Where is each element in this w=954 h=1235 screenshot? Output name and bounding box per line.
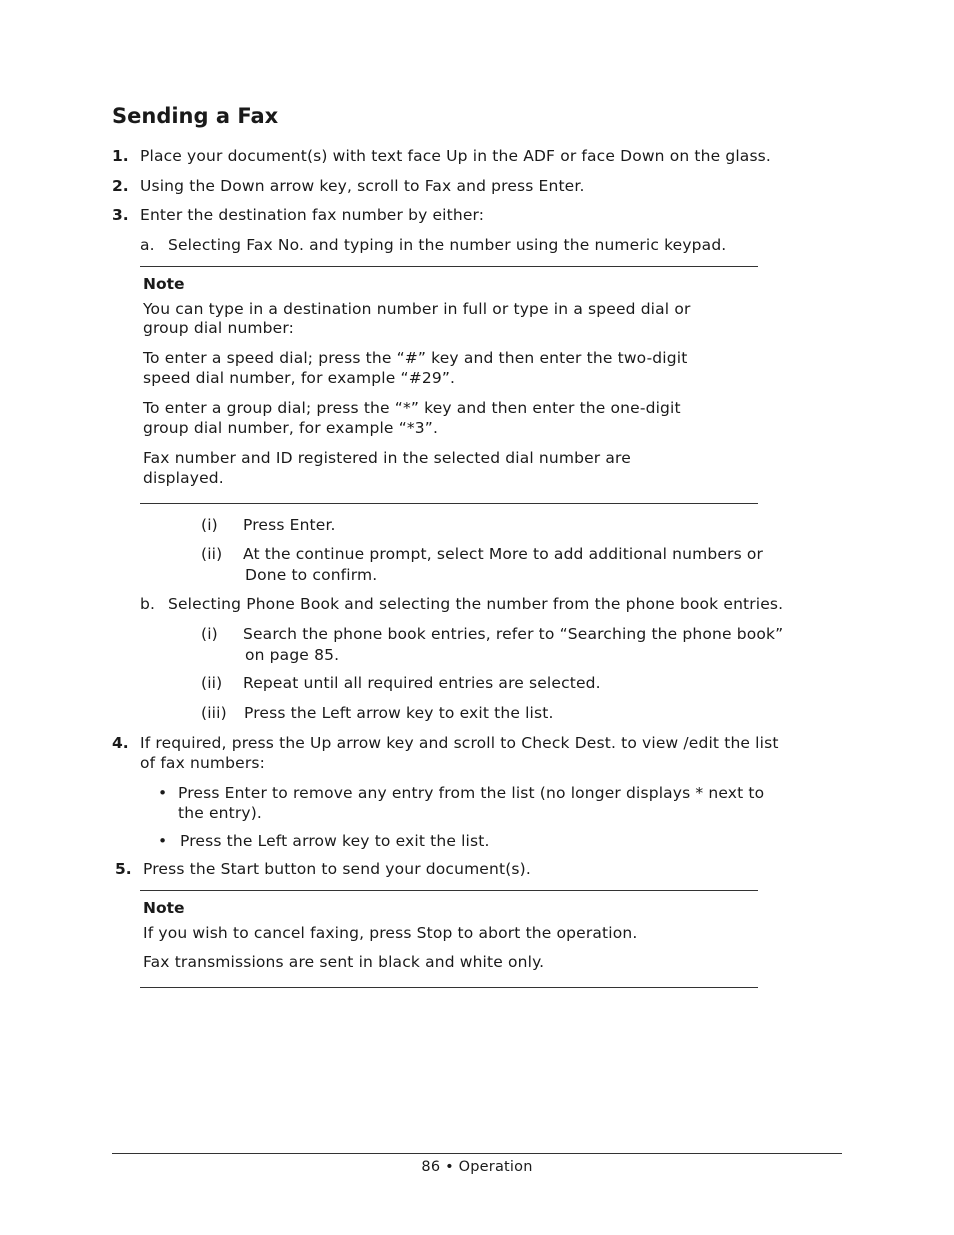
note-2-top-rule bbox=[140, 890, 758, 891]
bullet-2-text: Press the Left arrow key to exit the list. bbox=[180, 832, 490, 850]
step-3-number: 3. bbox=[112, 206, 129, 224]
note-1-para-2-line-1: To enter a speed dial; press the “#” key and then enter the two-digit bbox=[143, 349, 688, 367]
bullet-1-line-2: the entry). bbox=[178, 804, 262, 822]
step-3a-ii-line-2: Done to confirm. bbox=[245, 566, 378, 584]
step-1-number: 1. bbox=[112, 147, 129, 165]
step-3b-i-line-1: Search the phone book entries, refer to “Searching the phone book” bbox=[243, 625, 784, 643]
note-1-para-2-line-2: speed dial number, for example “#29”. bbox=[143, 369, 456, 387]
note-1-para-3-line-2: group dial number, for example “*3”. bbox=[143, 419, 439, 437]
step-3b-i-label: (i) bbox=[201, 625, 218, 643]
footer-separator: • bbox=[445, 1159, 454, 1175]
note-2-para-2: Fax transmissions are sent in black and white only. bbox=[143, 953, 545, 971]
step-3a-i-text: Press Enter. bbox=[243, 516, 336, 534]
note-1-top-rule bbox=[140, 266, 758, 267]
page-title: Sending a Fax bbox=[112, 104, 279, 128]
step-3b-iii-text: Press the Left arrow key to exit the list. bbox=[244, 704, 554, 722]
step-3a-ii-label: (ii) bbox=[201, 545, 223, 563]
page-footer bbox=[0, 1158, 954, 1176]
step-3a-label: a. bbox=[140, 236, 155, 254]
step-3a-i-label: (i) bbox=[201, 516, 218, 534]
step-1-text: Place your document(s) with text face Up in the ADF or face Down on the glass. bbox=[140, 147, 771, 165]
step-3b-ii-label: (ii) bbox=[201, 674, 223, 692]
step-4-line-1: If required, press the Up arrow key and scroll to Check Dest. to view /edit the list bbox=[140, 734, 779, 752]
step-5-number: 5. bbox=[115, 860, 132, 878]
step-3b-text: Selecting Phone Book and selecting the number from the phone book entries. bbox=[168, 595, 784, 613]
footer-page-number: 86 bbox=[421, 1159, 441, 1175]
step-3-text: Enter the destination fax number by either: bbox=[140, 206, 485, 224]
step-2-number: 2. bbox=[112, 177, 129, 195]
step-3b-ii-text: Repeat until all required entries are selected. bbox=[243, 674, 601, 692]
note-1-para-4-line-1: Fax number and ID registered in the selected dial number are bbox=[143, 449, 631, 467]
note-1-para-1-line-2: group dial number: bbox=[143, 319, 294, 337]
step-5-text: Press the Start button to send your document(s). bbox=[143, 860, 531, 878]
bullet-1-glyph: • bbox=[158, 784, 168, 802]
note-1-label: Note bbox=[143, 275, 185, 293]
bullet-1-line-1: Press Enter to remove any entry from the list (no longer displays * next to bbox=[178, 784, 765, 802]
note-2-para-1: If you wish to cancel faxing, press Stop to abort the operation. bbox=[143, 924, 638, 942]
step-3b-iii-label: (iii) bbox=[201, 704, 227, 722]
footer-section: Operation bbox=[458, 1159, 533, 1175]
step-4-number: 4. bbox=[112, 734, 129, 752]
note-1-para-1-line-1: You can type in a destination number in full or type in a speed dial or bbox=[143, 300, 691, 318]
note-1-para-4-line-2: displayed. bbox=[143, 469, 224, 487]
note-1-para-3-line-1: To enter a group dial; press the “*” key and then enter the one-digit bbox=[143, 399, 681, 417]
note-2-label: Note bbox=[143, 899, 185, 917]
step-2-text: Using the Down arrow key, scroll to Fax and press Enter. bbox=[140, 177, 585, 195]
step-3b-i-line-2: on page 85. bbox=[245, 646, 340, 664]
step-4-line-2: of fax numbers: bbox=[140, 754, 265, 772]
note-1-bottom-rule bbox=[140, 503, 758, 504]
step-3a-text: Selecting Fax No. and typing in the number using the numeric keypad. bbox=[168, 236, 727, 254]
footer-rule bbox=[112, 1153, 842, 1154]
step-3a-ii-line-1: At the continue prompt, select More to add additional numbers or bbox=[243, 545, 764, 563]
bullet-2-glyph: • bbox=[158, 832, 168, 850]
note-2-bottom-rule bbox=[140, 987, 758, 988]
step-3b-label: b. bbox=[140, 595, 156, 613]
